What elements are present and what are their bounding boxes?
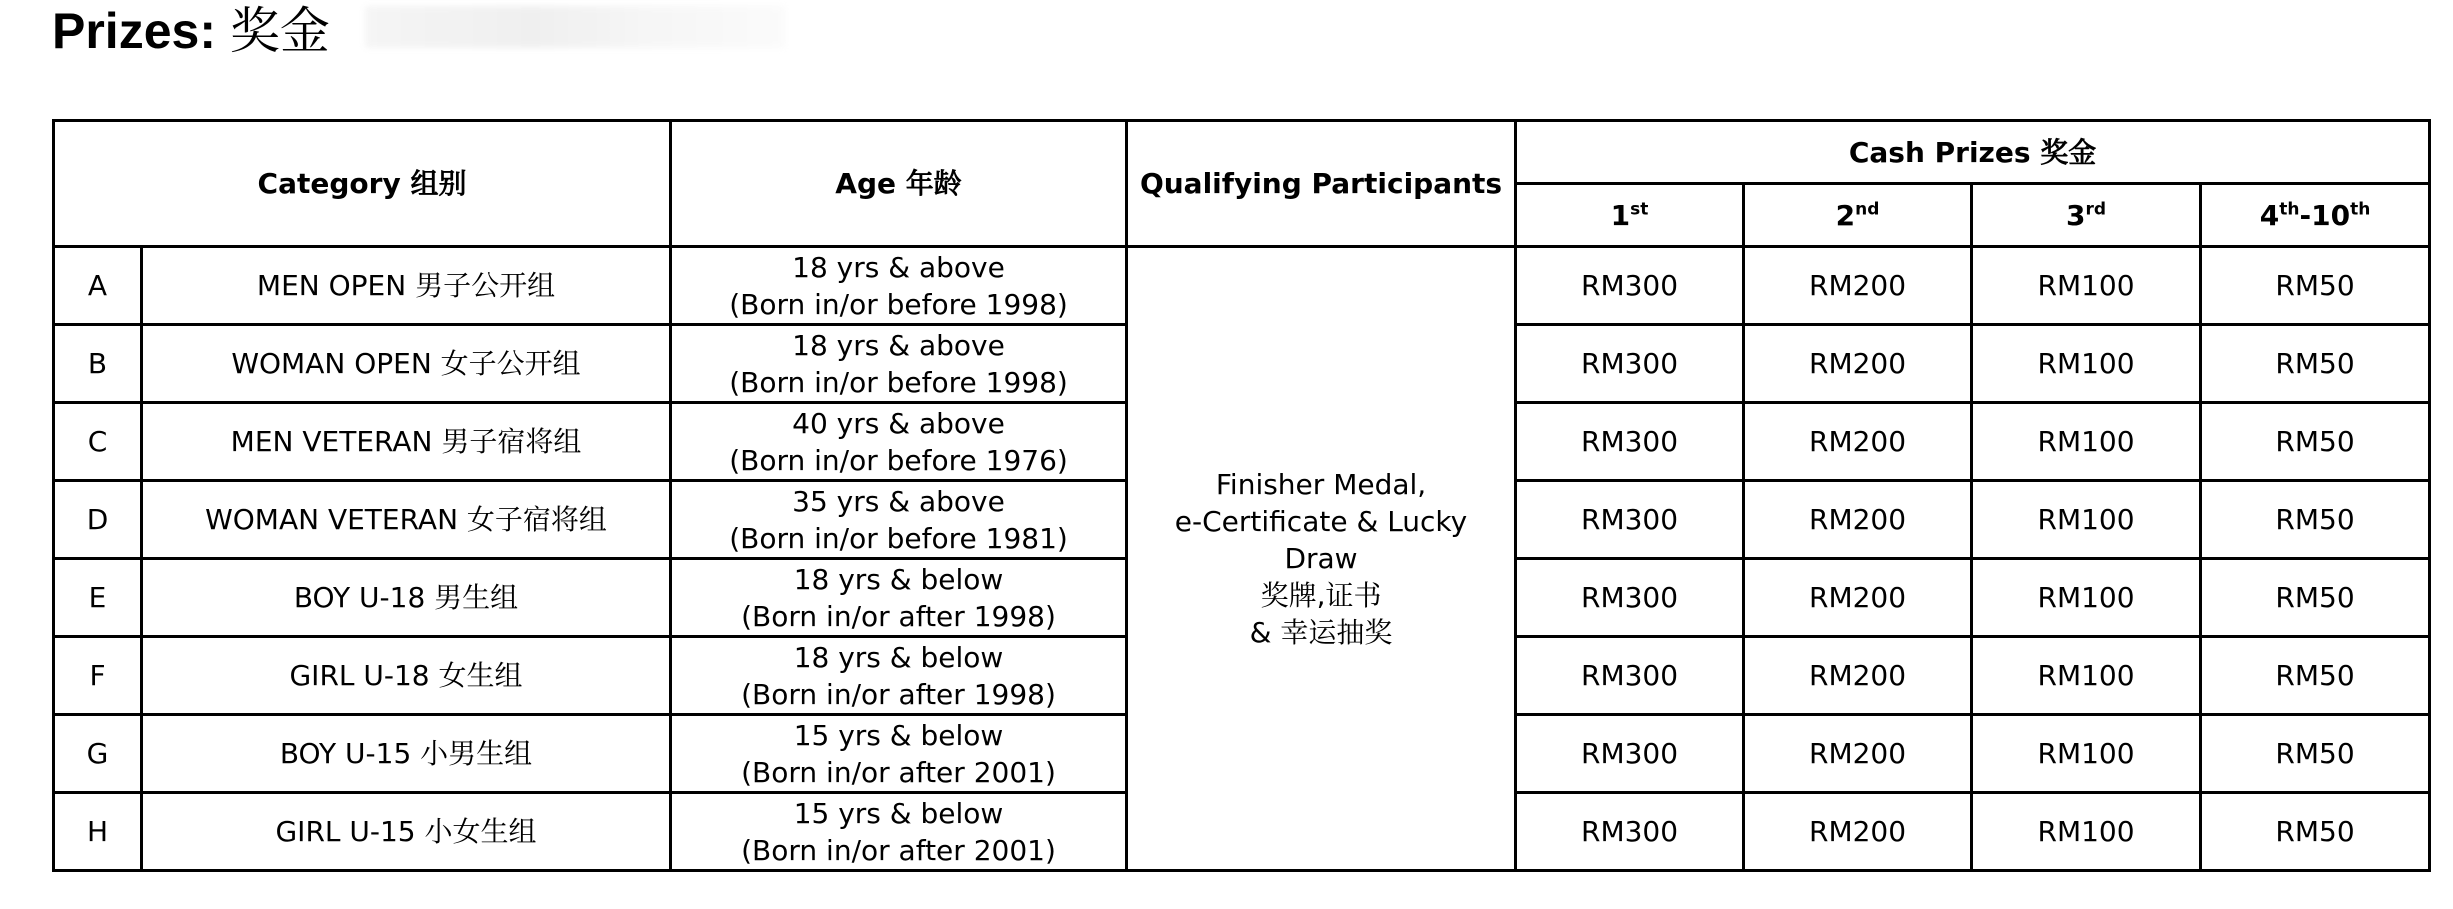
blurred-region: [365, 6, 785, 48]
prize-amount: RM50: [2201, 325, 2430, 403]
birth-year-note: (Born in/or after 2001): [741, 755, 1056, 789]
prize-amount: RM100: [1972, 637, 2201, 715]
prize-amount: RM300: [1516, 715, 1744, 793]
birth-year-note: (Born in/or after 2001): [741, 833, 1056, 867]
category-name: MEN OPEN 男子公开组: [142, 247, 671, 325]
qualifying-line1: Finisher Medal,: [1215, 468, 1427, 501]
header-place-2: 2nd: [1744, 184, 1972, 247]
category-code: C: [54, 403, 142, 481]
age-cell: [671, 637, 1127, 715]
prize-amount: RM100: [1972, 481, 2201, 559]
category-name: BOY U-18 男生组: [142, 559, 671, 637]
age-range: 18 yrs & below: [793, 562, 1004, 596]
qualifying-line3: Draw: [1284, 542, 1358, 575]
category-code: B: [54, 325, 142, 403]
age-range: 18 yrs & above: [792, 250, 1005, 284]
category-name: WOMAN OPEN 女子公开组: [142, 325, 671, 403]
prize-amount: RM200: [1744, 481, 1972, 559]
prize-amount: RM200: [1744, 715, 1972, 793]
prize-amount: RM50: [2201, 637, 2430, 715]
category-name: MEN VETERAN 男子宿将组: [142, 403, 671, 481]
prize-amount: RM200: [1744, 247, 1972, 325]
prize-amount: RM50: [2201, 481, 2430, 559]
prize-amount: RM50: [2201, 793, 2430, 871]
prize-amount: RM50: [2201, 715, 2430, 793]
prize-amount: RM300: [1516, 403, 1744, 481]
header-qualifying: Qualifying Participants: [1127, 121, 1516, 247]
age-range: 15 yrs & below: [793, 796, 1004, 830]
category-code: F: [54, 637, 142, 715]
age-range: 15 yrs & below: [793, 718, 1004, 752]
prize-amount: RM100: [1972, 247, 2201, 325]
age-cell: [671, 403, 1127, 481]
header-place-1: 1st: [1516, 184, 1744, 247]
prize-amount: RM200: [1744, 637, 1972, 715]
prize-amount: RM300: [1516, 325, 1744, 403]
category-code: E: [54, 559, 142, 637]
birth-year-note: (Born in/or after 1998): [741, 599, 1056, 633]
age-range: 35 yrs & above: [792, 484, 1005, 518]
prize-amount: RM200: [1744, 559, 1972, 637]
birth-year-note: (Born in/or before 1998): [729, 365, 1068, 399]
prizes-table: [52, 119, 2431, 872]
category-code: A: [54, 247, 142, 325]
category-name: WOMAN VETERAN 女子宿将组: [142, 481, 671, 559]
birth-year-note: (Born in/or before 1981): [729, 521, 1068, 555]
prize-amount: RM300: [1516, 247, 1744, 325]
age-cell: [671, 247, 1127, 325]
qualifying-line5: & 幸运抽奖: [1249, 616, 1393, 649]
prize-amount: RM200: [1744, 325, 1972, 403]
age-range: 40 yrs & above: [792, 406, 1005, 440]
header-place-4-10: 4th-10th: [2201, 184, 2430, 247]
header-category: Category 组别: [54, 121, 671, 247]
prize-amount: RM300: [1516, 559, 1744, 637]
birth-year-note: (Born in/or before 1976): [729, 443, 1068, 477]
age-range: 18 yrs & above: [792, 328, 1005, 362]
prize-amount: RM100: [1972, 715, 2201, 793]
age-cell: [671, 325, 1127, 403]
prize-amount: RM200: [1744, 793, 1972, 871]
prize-amount: RM300: [1516, 793, 1744, 871]
prize-amount: RM100: [1972, 793, 2201, 871]
prize-amount: RM200: [1744, 403, 1972, 481]
category-name: GIRL U-18 女生组: [142, 637, 671, 715]
age-cell: [671, 793, 1127, 871]
page-title-cjk: 奖金: [229, 2, 330, 60]
header-place-3: 3rd: [1972, 184, 2201, 247]
birth-year-note: (Born in/or before 1998): [729, 287, 1068, 321]
category-name: GIRL U-15 小女生组: [142, 793, 671, 871]
prize-amount: RM50: [2201, 403, 2430, 481]
prize-amount: RM300: [1516, 481, 1744, 559]
category-code: H: [54, 793, 142, 871]
qualifying-participants: [1127, 247, 1516, 871]
page-title: [52, 0, 330, 62]
category-name: BOY U-15 小男生组: [142, 715, 671, 793]
age-cell: [671, 559, 1127, 637]
prize-amount: RM100: [1972, 403, 2201, 481]
prize-amount: RM50: [2201, 247, 2430, 325]
qualifying-line4: 奖牌,证书: [1260, 579, 1382, 612]
category-code: D: [54, 481, 142, 559]
age-cell: [671, 715, 1127, 793]
page-title-text: Prizes:: [52, 3, 216, 59]
qualifying-line2: e-Certificate & Lucky: [1174, 505, 1468, 538]
prize-amount: RM300: [1516, 637, 1744, 715]
header-age: Age 年龄: [671, 121, 1127, 247]
prize-amount: RM50: [2201, 559, 2430, 637]
header-cash-prizes: Cash Prizes 奖金: [1516, 121, 2430, 184]
category-code: G: [54, 715, 142, 793]
age-range: 18 yrs & below: [793, 640, 1004, 674]
prize-amount: RM100: [1972, 559, 2201, 637]
birth-year-note: (Born in/or after 1998): [741, 677, 1056, 711]
age-cell: [671, 481, 1127, 559]
prize-amount: RM100: [1972, 325, 2201, 403]
table-row: [54, 247, 2430, 325]
